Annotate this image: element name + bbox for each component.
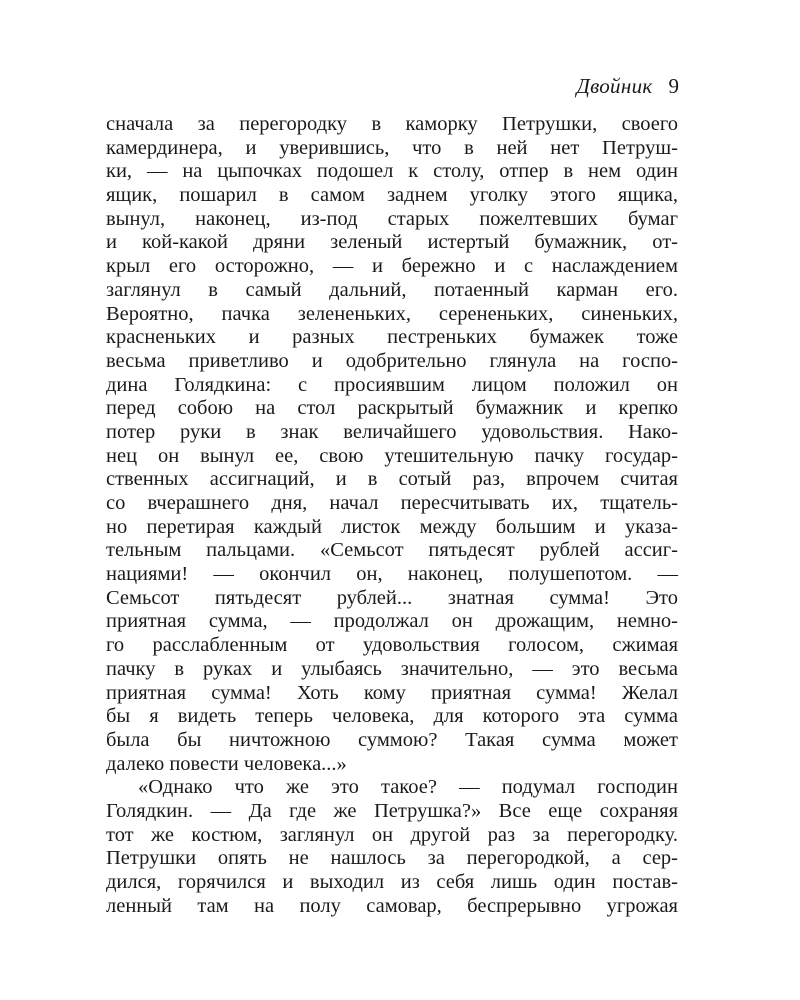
text-line: была бы ничтожною суммою? Такая сумма может [106,728,678,751]
text-line: красненьких и разных пестреньких бумажек тоже [106,326,678,349]
text-line: со вчерашнего дня, начал пересчитывать их, тщатель- [106,492,678,514]
text-line: камердинера, и уверившись, что в ней нет Петруш- [106,136,678,159]
text-line: нациями! — окончил он, наконец, полушепотом. — [106,563,678,586]
text-line: крыл его осторожно, — и бережно и с наслаждением [106,255,678,278]
text-line: тот же костюм, заглянул он другой раз за перегородку. [106,823,678,846]
text-line: Семьсот пятьдесят рублей... знатная сумма! Это [106,586,678,609]
text-line: пачку в руках и улыбаясь значительно, — это весьма [106,657,678,680]
text-line-paragraph-start: «Однако что же это такое? — подумал господин [138,776,678,799]
text-line: весьма приветливо и одобрительно глянула на госпо- [106,349,678,372]
text-line-paragraph-end: далеко повести человека...» [106,752,347,775]
text-line: приятная сумма, — продолжал он дрожащим, немно- [106,610,678,633]
text-line: приятная сумма! Хоть кому приятная сумма! Желал [106,681,678,704]
text-line: дина Голядкина: с просиявшим лицом положил он [106,373,678,396]
text-line: нец он вынул ее, свою утешительную пачку государ- [106,444,678,467]
text-line: ственных ассигнаций, и в сотый раз, впрочем считая [106,468,678,491]
text-line: ки, — на цыпочках подошел к столу, отпер в нем один [106,160,678,183]
text-line: го расслабленным от удовольствия голосом, сжимая [106,634,678,657]
text-line: ленный там на полу самовар, беспрерывно угрожая [106,894,678,917]
text-line: ящик, пошарил в самом заднем уголку этого ящика, [106,184,678,207]
text-line: заглянул в самый дальний, потаенный карман его. [106,278,678,301]
text-line: перед собою на стол раскрытый бумажник и крепко [106,397,678,420]
text-line: дился, горячился и выходил из себя лишь один постав- [106,871,678,893]
text-line: вынул, наконец, из-под старых пожелтевших бумаг [106,207,678,230]
text-line: Петрушки опять не нашлось за перегородкой, а сер- [106,847,678,870]
text-line: и кой-какой дряни зеленый истертый бумажник, от- [106,231,678,254]
running-head [576,73,679,99]
text-line: сначала за перегородку в каморку Петрушки, своего [106,113,678,135]
text-line: но перетирая каждый листок между большим и указа- [106,515,678,538]
text-line: тельным пальцами. «Семьсот пятьдесят рублей ассиг- [106,539,678,562]
text-line: бы я видеть теперь человека, для которого эта сумма [106,705,678,728]
text-line: Голядкин. — Да где же Петрушка?» Все еще сохраняя [106,799,678,822]
text-line: Вероятно, пачка зелененьких, серененьких, синеньких, [106,302,678,325]
book-title: Двойник [576,74,653,98]
page-number: 9 [668,74,679,98]
text-line: потер руки в знак величайшего удовольствия. Нако- [106,420,678,443]
body-text [106,113,678,918]
